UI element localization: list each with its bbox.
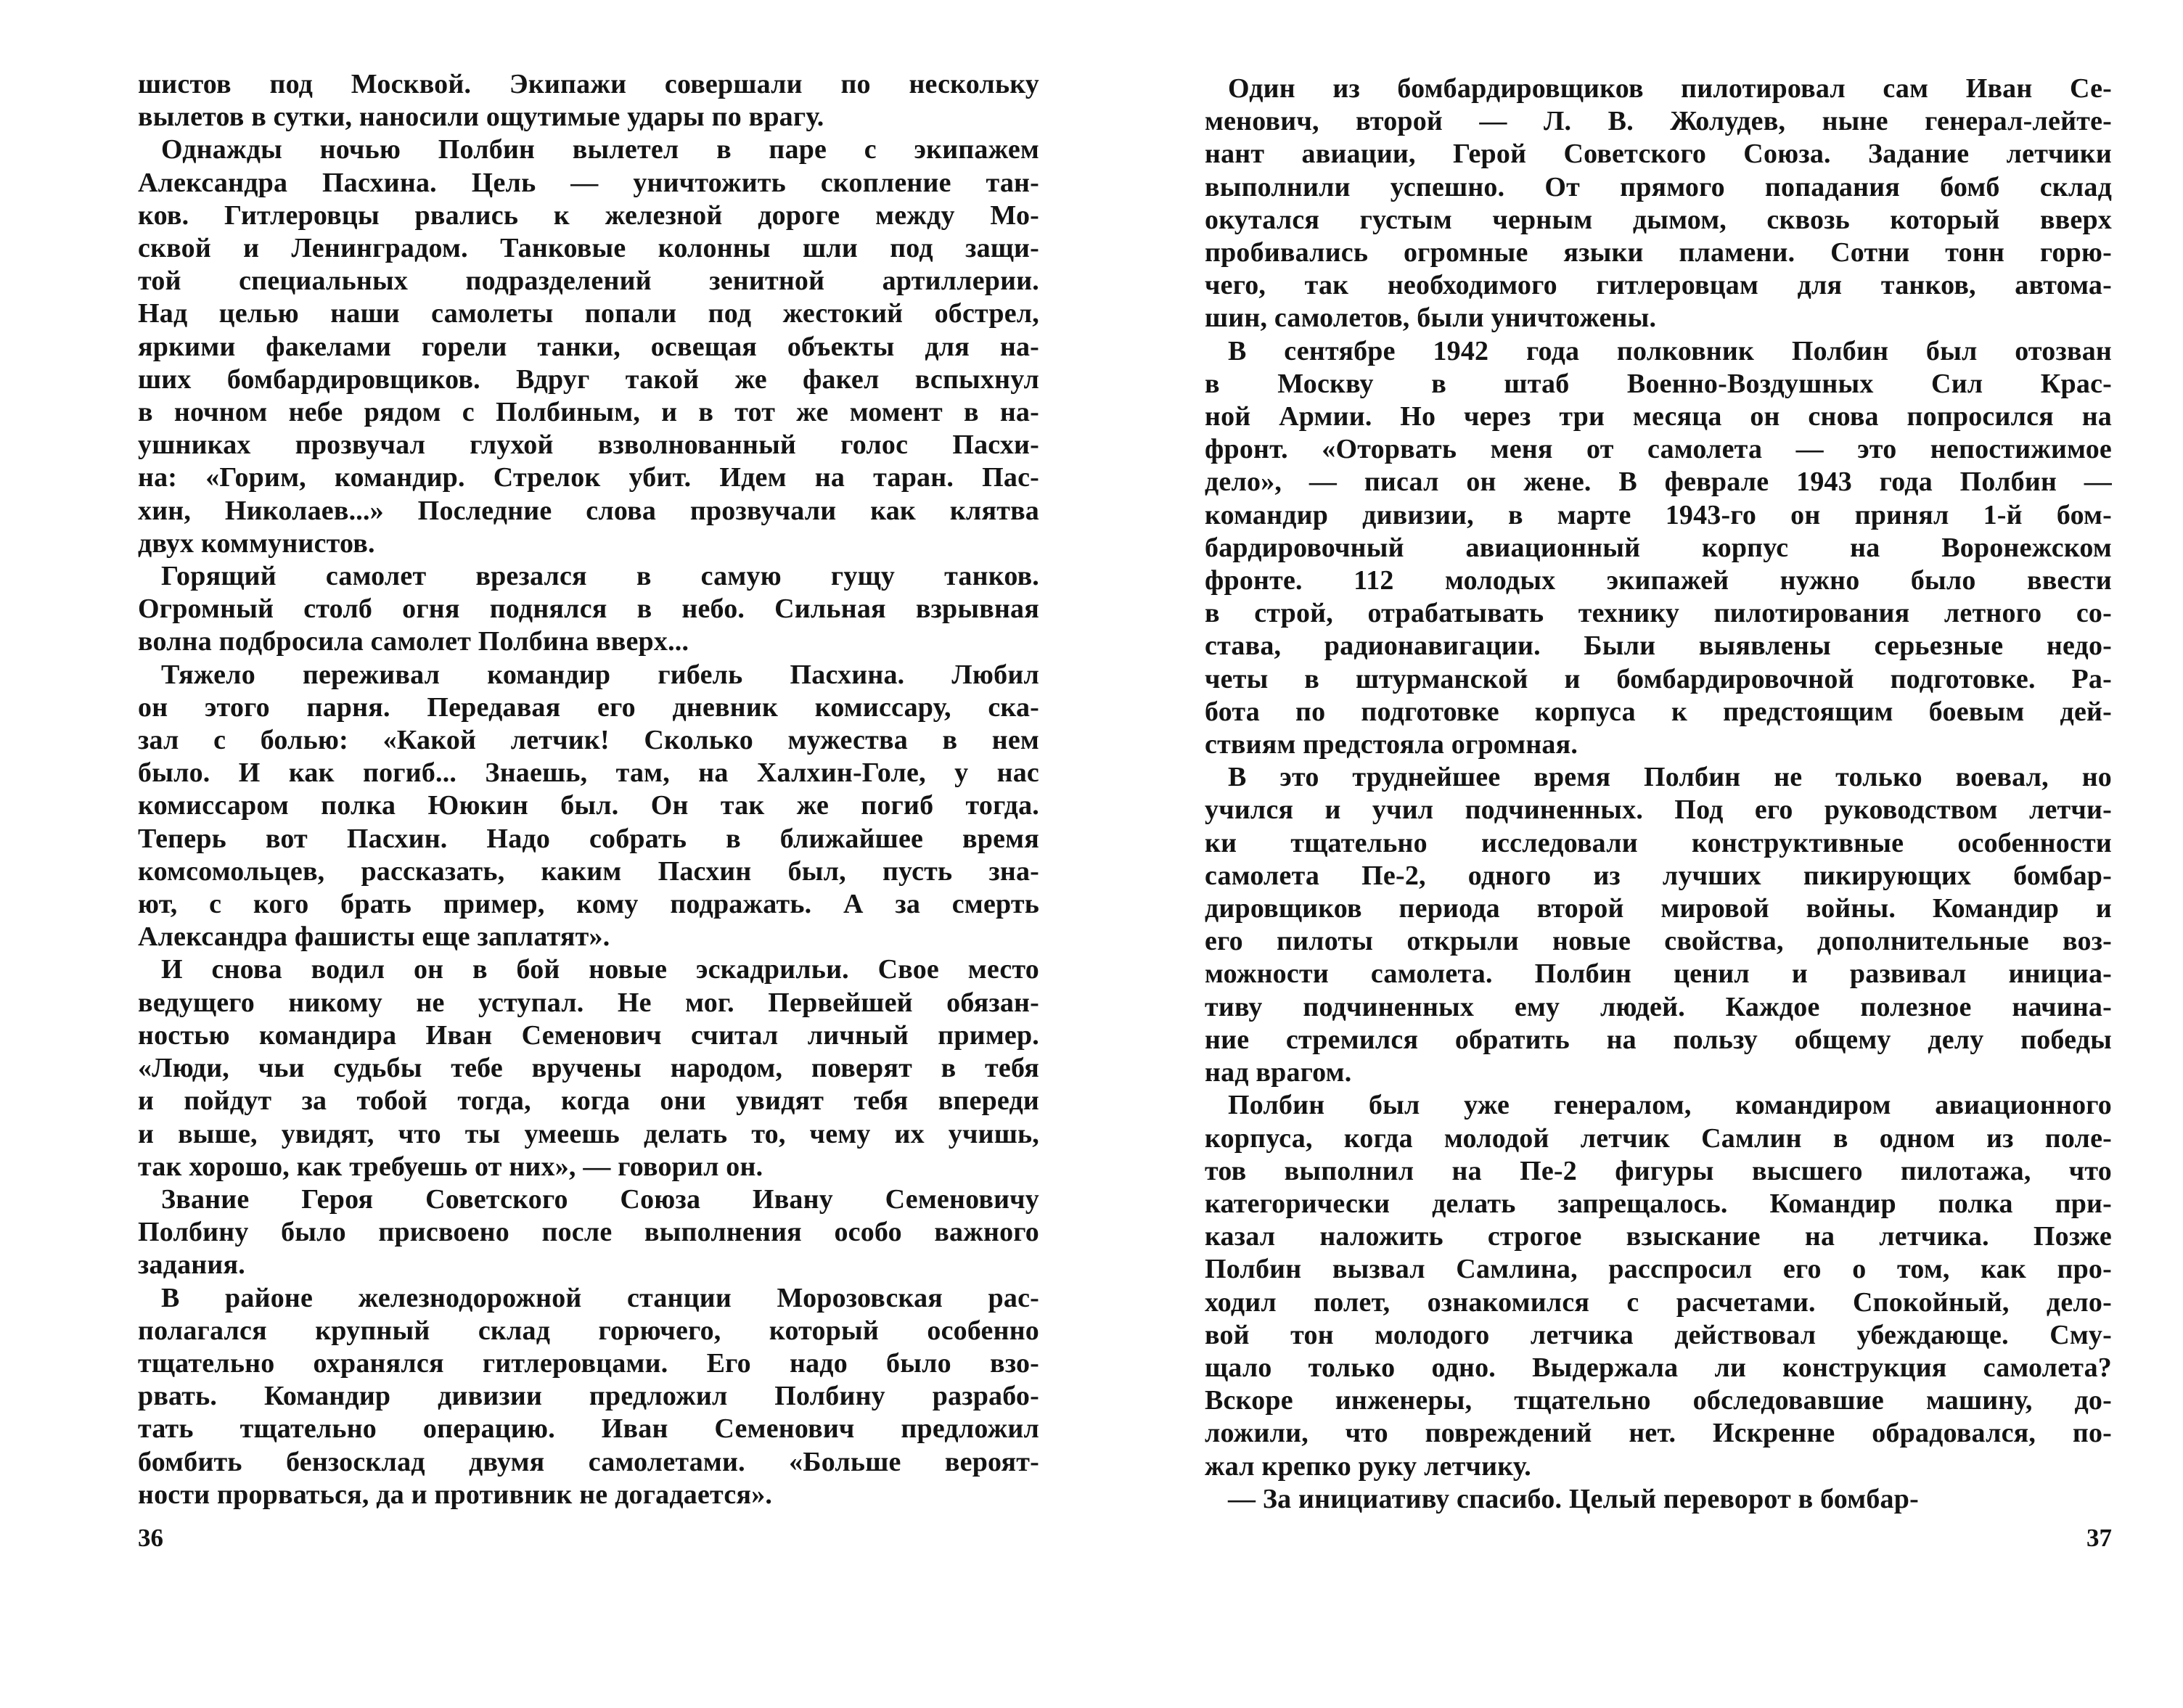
text-line: так хорошо, как требуешь от них», — говорил он.: [138, 1151, 763, 1182]
text-line: ют, с кого брать пример, кому подражать. А за смерть: [138, 889, 1039, 920]
text-line: корпуса, когда молодой летчик Самлин в одном из поле-: [1205, 1122, 2112, 1154]
text-line: нант авиации, Герой Советского Союза. Задание летчики: [1205, 139, 2112, 170]
text-line: над врагом.: [1205, 1057, 1352, 1088]
text-line: Полбин вызвал Самлина, расспросил его о том, как про-: [1205, 1254, 2112, 1285]
text-line: можности самолета. Полбин ценил и развивал инициа-: [1205, 958, 2112, 990]
text-line: Полбин был уже генералом, командиром авиационного: [1228, 1090, 2112, 1121]
text-line: выполнили успешно. От прямого попадания бомб склад: [1205, 171, 2112, 202]
text-line: волна подбросила самолет Полбина вверх...: [138, 626, 689, 657]
text-line: Александра Пасхина. Цель — уничтожить скопление тан-: [138, 167, 1039, 198]
text-line: задания.: [138, 1249, 245, 1281]
paragraph: [1205, 1483, 2112, 1516]
text-line: Однажды ночью Полбин вылетел в паре с экипажем: [161, 134, 1039, 165]
text-line: ших бомбардировщиков. Вдруг такой же факел вспыхнул: [138, 364, 1039, 395]
text-line: тщательно охранялся гитлеровцами. Его надо было взо-: [138, 1347, 1039, 1379]
text-line: зал с болью: «Какой летчик! Сколько мужества в нем: [138, 725, 1039, 756]
text-line: командир дивизии, в марте 1943-го он принял 1-й бом-: [1205, 499, 2112, 530]
paragraph: [138, 68, 1039, 134]
text-line: ние стремился обратить на пользу общему делу победы: [1205, 1024, 2112, 1055]
text-line: ности прорваться, да и противник не догадается».: [138, 1479, 773, 1510]
text-line: щало только одно. Выдержала ли конструкция самолета?: [1205, 1352, 2112, 1383]
text-line: ведущего никому не уступал. Не мог. Первейшей обязан-: [138, 987, 1039, 1018]
paragraph: [138, 659, 1039, 954]
text-line: полагался крупный склад горючего, который особенно: [138, 1315, 1039, 1346]
text-line: было. И как погиб... Знаешь, там, на Халхин-Голе, у нас: [138, 757, 1039, 789]
paragraph: [1205, 1089, 2112, 1482]
text-line: и выше, увидят, что ты умеешь делать то, чему их учишь,: [138, 1118, 1039, 1149]
text-line: ложили, что повреждений нет. Искренне обрадовался, по-: [1205, 1418, 2112, 1449]
text-line: тиву подчиненных ему людей. Каждое полезное начина-: [1205, 991, 2112, 1022]
text-line: учился и учил подчиненных. Под его руководством летчи-: [1205, 795, 2112, 826]
text-line: Теперь вот Пасхин. Надо собрать в ближайшее время: [138, 823, 1039, 854]
text-line: в Москву в штаб Военно-Воздушных Сил Крас-: [1205, 368, 2112, 399]
text-line: бота по подготовке корпуса к предстоящим боевым дей-: [1205, 696, 2112, 727]
left-page-text-block: [138, 68, 1039, 1511]
paragraph: [1205, 335, 2112, 762]
page-number-right: 37: [2086, 1524, 2112, 1552]
text-line: его пилоты открыли новые свойства, дополнительные воз-: [1205, 926, 2112, 957]
text-line: бардировочный авиационный корпус на Воронежском: [1205, 532, 2112, 563]
text-line: фронте. 112 молодых экипажей нужно было ввести: [1205, 565, 2112, 596]
text-line: Звание Героя Советского Союза Ивану Семеновичу: [161, 1183, 1039, 1215]
text-line: окутался густым черным дымом, сквозь который вверх: [1205, 204, 2112, 235]
text-line: категорически делать запрещалось. Командир полка при-: [1205, 1188, 2112, 1219]
text-line: дировщиков периода второй мировой войны. Командир и: [1205, 893, 2112, 924]
text-line: — За инициативу спасибо. Целый переворот в бомбар-: [1228, 1483, 1919, 1514]
text-line: вылетов в сутки, наносили ощутимые удары по врагу.: [138, 102, 824, 133]
paragraph: [1205, 761, 2112, 1089]
text-line: бомбить бензосклад двумя самолетами. «Больше вероят-: [138, 1446, 1039, 1477]
text-line: Вскоре инженеры, тщательно обследовавшие машину, до-: [1205, 1385, 2112, 1416]
text-line: Горящий самолет врезался в самую гущу танков.: [161, 561, 1039, 592]
text-line: на: «Горим, командир. Стрелок убит. Идем на таран. Пас-: [138, 462, 1039, 493]
text-line: Полбину было присвоено после выполнения особо важного: [138, 1217, 1039, 1248]
text-line: хин, Николаев...» Последние слова прозвучали как клятва: [138, 495, 1039, 526]
text-line: тать тщательно операцию. Иван Семенович предложил: [138, 1413, 1039, 1445]
text-line: Один из бомбардировщиков пилотировал сам Иван Се-: [1228, 73, 2112, 104]
text-line: В это труднейшее время Полбин не только воевал, но: [1228, 762, 2112, 793]
text-line: четы в штурманской и бомбардировочной подготовке. Ра-: [1205, 663, 2112, 694]
text-line: ствиям предстояла огромная.: [1205, 729, 1578, 760]
text-line: вой тон молодого летчика действовал убеждающе. Сму-: [1205, 1319, 2112, 1350]
text-line: «Люди, чьи судьбы тебе вручены народом, поверят в тебя: [138, 1053, 1039, 1084]
page-number-left: 36: [138, 1524, 163, 1552]
text-line: сквой и Ленинградом. Танковые колонны шли под защи-: [138, 233, 1039, 264]
text-line: в ночном небе рядом с Полбиным, и в тот же момент в на-: [138, 397, 1039, 428]
text-line: двух коммунистов.: [138, 527, 375, 559]
text-line: комсомольцев, рассказать, каким Пасхин был, пусть зна-: [138, 855, 1039, 887]
text-line: ностью командира Иван Семенович считал личный пример.: [138, 1019, 1039, 1051]
text-line: ной Армии. Но через три месяца он снова попросился на: [1205, 401, 2112, 432]
text-line: В районе железнодорожной станции Морозовская рас-: [161, 1282, 1039, 1313]
text-line: фронт. «Оторвать меня от самолета — это непостижимое: [1205, 434, 2112, 465]
text-line: И снова водил он в бой новые эскадрильи. Свое место: [161, 954, 1039, 985]
text-line: пробивались огромные языки пламени. Сотни тонн горю-: [1205, 237, 2112, 268]
text-line: В сентябре 1942 года полковник Полбин был отозван: [1228, 335, 2112, 366]
text-line: комиссаром полка Ююкин был. Он так же погиб тогда.: [138, 790, 1039, 821]
text-line: Огромный столб огня поднялся в небо. Сильная взрывная: [138, 594, 1039, 625]
text-line: става, радионавигации. Были выявлены серьезные недо-: [1205, 631, 2112, 662]
text-line: той специальных подразделений зенитной артиллерии.: [138, 266, 1039, 297]
text-line: Александра фашисты еще заплатят».: [138, 921, 610, 953]
paragraph: [138, 1282, 1039, 1511]
paragraph: [138, 134, 1039, 560]
text-line: жал крепко руку летчику.: [1205, 1450, 1531, 1482]
paragraph: [138, 1183, 1039, 1282]
text-line: рвать. Командир дивизии предложил Полбину разрабо-: [138, 1381, 1039, 1412]
text-line: шистов под Москвой. Экипажи совершали по нескольку: [138, 69, 1039, 99]
text-line: шин, самолетов, были уничтожены.: [1205, 303, 1657, 334]
text-line: менович, второй — Л. В. Жолудев, ныне генерал-лейте-: [1205, 106, 2112, 137]
text-line: в строй, отрабатывать технику пилотирования летного со-: [1205, 598, 2112, 629]
text-line: тов выполнил на Пе-2 фигуры высшего пилотажа, что: [1205, 1155, 2112, 1186]
paragraph: [138, 953, 1039, 1183]
text-line: Тяжело переживал командир гибель Пасхина. Любил: [161, 659, 1039, 690]
text-line: ки тщательно исследовали конструктивные особенности: [1205, 827, 2112, 858]
text-line: яркими факелами горели танки, освещая объекты для на-: [138, 331, 1039, 362]
paragraph: [1205, 73, 2112, 335]
text-line: Над целью наши самолеты попали под жестокий обстрел,: [138, 298, 1039, 329]
text-line: ков. Гитлеровцы рвались к железной дороге между Мо-: [138, 200, 1039, 231]
text-line: он этого парня. Передавая его дневник комиссару, ска-: [138, 691, 1039, 723]
text-line: ходил полет, ознакомился с расчетами. Спокойный, дело-: [1205, 1286, 2112, 1318]
text-line: дело», — писал он жене. В феврале 1943 года Полбин —: [1205, 467, 2112, 498]
right-page-text-block: [1205, 73, 2112, 1516]
paragraph: [138, 560, 1039, 659]
text-line: казал наложить строгое взыскание на летчика. Позже: [1205, 1221, 2112, 1252]
text-line: самолета Пе-2, одного из лучших пикирующих бомбар-: [1205, 860, 2112, 891]
text-line: и пойдут за тобой тогда, когда они увидят тебя впереди: [138, 1085, 1039, 1117]
text-line: чего, так необходимого гитлеровцам для танков, автома-: [1205, 270, 2112, 301]
text-line: ушниках прозвучал глухой взволнованный голос Пасхи-: [138, 430, 1039, 461]
